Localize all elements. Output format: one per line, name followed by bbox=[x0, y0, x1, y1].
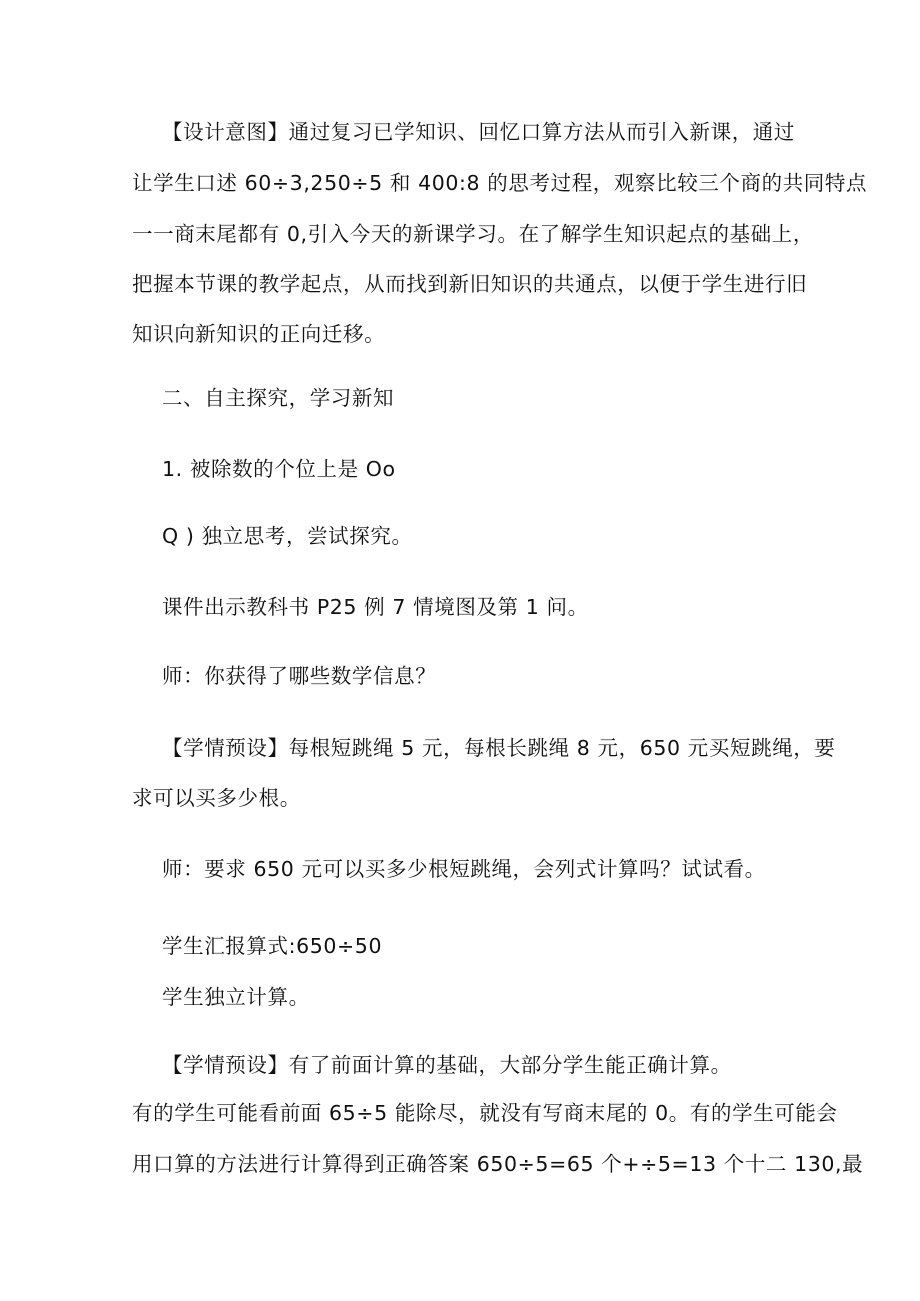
paragraph-design-intent-line-5: 知识向新知识的正向迁移。 bbox=[132, 322, 386, 346]
section-heading: 二、自主探究，学习新知 bbox=[162, 386, 395, 410]
learning-preset-1-line-2: 求可以买多少根。 bbox=[132, 786, 301, 810]
paragraph-design-intent-line-2: 让学生口述 60÷3,250÷5 和 400:8 的思考过程，观察比较三个商的共同特点 bbox=[132, 171, 868, 195]
subsection-heading: 1. 被除数的个位上是 Oo bbox=[162, 457, 396, 481]
student-calculation: 学生独立计算。 bbox=[162, 985, 310, 1009]
paragraph-design-intent-line-1: 【设计意图】通过复习已学知识、回忆口算方法从而引入新课，通过 bbox=[162, 120, 795, 144]
student-report: 学生汇报算式:650÷50 bbox=[162, 934, 383, 958]
paragraph-design-intent-line-3: 一一商末尾都有 0,引入今天的新课学习。在了解学生知识起点的基础上， bbox=[132, 222, 814, 246]
courseware-note: 课件出示教科书 P25 例 7 情境图及第 1 问。 bbox=[162, 595, 589, 619]
learning-preset-2-line-2: 有的学生可能看前面 65÷5 能除尽，就没有写商末尾的 0。有的学生可能会 bbox=[132, 1101, 838, 1125]
learning-preset-2-line-3: 用口算的方法进行计算得到正确答案 650÷5=65 个+÷5=13 个十二 130,最 bbox=[132, 1152, 864, 1176]
learning-preset-1-line-1: 【学情预设】每根短跳绳 5 元，每根长跳绳 8 元，650 元买短跳绳，要 bbox=[162, 736, 836, 760]
teacher-question-2: 师：要求 650 元可以买多少根短跳绳，会列式计算吗？试试看。 bbox=[162, 857, 766, 881]
paragraph-design-intent-line-4: 把握本节课的教学起点，从而找到新旧知识的共通点，以便于学生进行旧 bbox=[132, 272, 808, 296]
teacher-question-1: 师：你获得了哪些数学信息？ bbox=[162, 664, 437, 688]
step-heading: Q ) 独立思考，尝试探究。 bbox=[162, 524, 413, 548]
learning-preset-2-line-1: 【学情预设】有了前面计算的基础，大部分学生能正确计算。 bbox=[162, 1053, 732, 1077]
